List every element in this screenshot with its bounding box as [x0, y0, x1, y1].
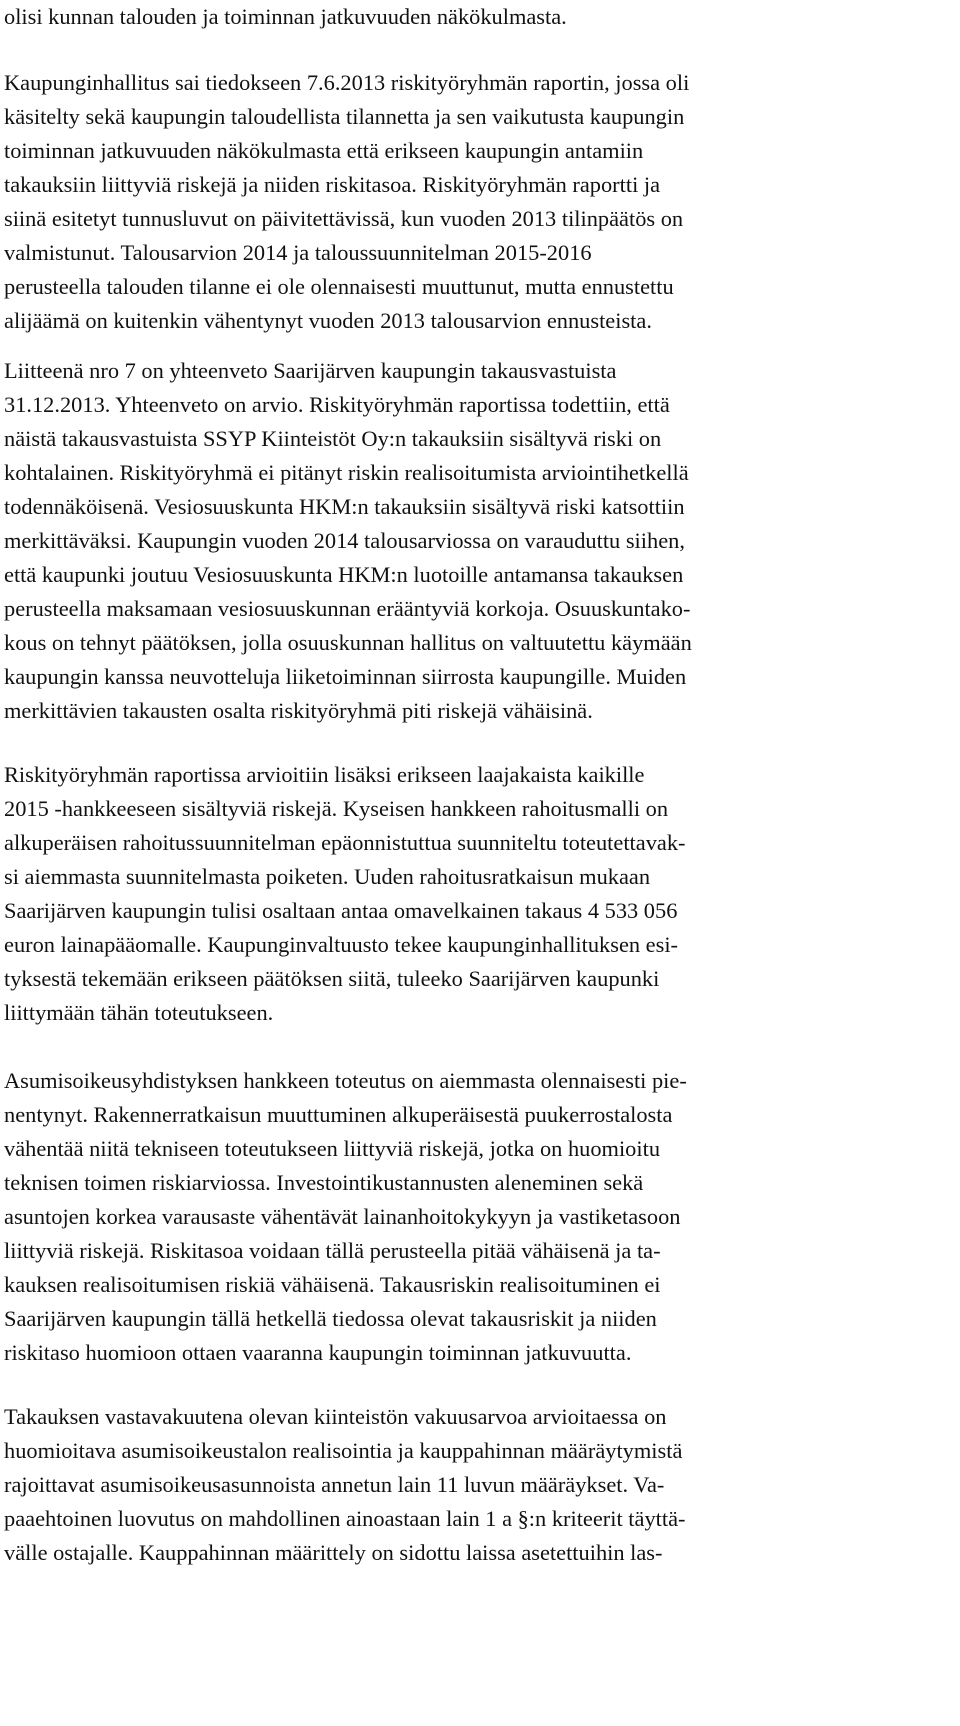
- text-line: euron lainapääomalle. Kaupunginvaltuusto tekee kaupunginhallituksen esi-: [4, 932, 679, 957]
- text-line: teknisen toimen riskiarviossa. Investointikustannusten aleneminen sekä: [4, 1170, 644, 1195]
- text-line: liittyviä riskejä. Riskitasoa voidaan tällä perusteella pitää vähäisenä ja ta-: [4, 1238, 661, 1263]
- text-line: kauksen realisoitumisen riskiä vähäisenä. Takausriskin realisoituminen ei: [4, 1272, 661, 1297]
- text-line: Saarijärven kaupungin tällä hetkellä tiedossa olevat takausriskit ja niiden: [4, 1306, 657, 1331]
- text-line: Saarijärven kaupungin tulisi osaltaan antaa omavelkainen takaus 4 533 056: [4, 898, 678, 923]
- text-line: vähentää niitä tekniseen toteutukseen liittyviä riskejä, jotka on huomioitu: [4, 1136, 661, 1161]
- text-line: todennäköisenä. Vesiosuuskunta HKM:n takauksiin sisältyvä riski katsottiin: [4, 494, 685, 519]
- text-line: Kaupunginhallitus sai tiedokseen 7.6.2013 riskityöryhmän raportin, jossa oli: [4, 70, 690, 95]
- text-line: takauksiin liittyviä riskejä ja niiden riskitasoa. Riskityöryhmän raportti ja: [4, 172, 661, 197]
- text-line: Takauksen vastavakuutena olevan kiinteistön vakuusarvoa arvioitaessa on: [4, 1404, 667, 1429]
- text-line: rajoittavat asumisoikeusasunnoista annetun lain 11 luvun määräykset. Va-: [4, 1472, 665, 1497]
- text-line: nentynyt. Rakennerratkaisun muuttuminen alkuperäisestä puukerrostalosta: [4, 1102, 673, 1127]
- text-line: perusteella maksamaan vesiosuuskunnan erääntyviä korkoja. Osuuskuntako-: [4, 596, 691, 621]
- text-line: huomioitava asumisoikeustalon realisointia ja kauppahinnan määräytymistä: [4, 1438, 683, 1463]
- text-line: perusteella talouden tilanne ei ole olennaisesti muuttunut, mutta ennustettu: [4, 274, 674, 299]
- text-line: 2015 -hankkeeseen sisältyviä riskejä. Kyseisen hankkeen rahoitusmalli on: [4, 796, 669, 821]
- text-line: valmistunut. Talousarvion 2014 ja taloussuunnitelman 2015-2016: [4, 240, 592, 265]
- text-line: si aiemmasta suunnitelmasta poiketen. Uuden rahoitusratkaisun mukaan: [4, 864, 651, 889]
- text-line: siinä esitetyt tunnusluvut on päivitettävissä, kun vuoden 2013 tilinpäätös on: [4, 206, 684, 231]
- text-line: Liitteenä nro 7 on yhteenveto Saarijärven kaupungin takausvastuista: [4, 358, 617, 383]
- text-line: merkittävien takausten osalta riskityöryhmä piti riskejä vähäisinä.: [4, 698, 593, 723]
- text-line: kohtalainen. Riskityöryhmä ei pitänyt riskin realisoitumista arviointihetkellä: [4, 460, 689, 485]
- text-line: alkuperäisen rahoitussuunnitelman epäonnistuttua suunniteltu toteutettavak-: [4, 830, 686, 855]
- text-line: että kaupunki joutuu Vesiosuuskunta HKM:n luotoille antamansa takauksen: [4, 562, 684, 587]
- text-line: tyksestä tekemään erikseen päätöksen siitä, tuleeko Saarijärven kaupunki: [4, 966, 660, 991]
- text-line: toiminnan jatkuvuuden näkökulmasta että erikseen kaupungin antamiin: [4, 138, 644, 163]
- text-line: kaupungin kanssa neuvotteluja liiketoiminnan siirrosta kaupungille. Muiden: [4, 664, 687, 689]
- text-line: Riskityöryhmän raportissa arvioitiin lisäksi erikseen laajakaista kaikille: [4, 762, 645, 787]
- text-line: Asumisoikeusyhdistyksen hankkeen toteutus on aiemmasta olennaisesti pie-: [4, 1068, 687, 1093]
- text-line: alijäämä on kuitenkin vähentynyt vuoden 2013 talousarvion ennusteista.: [4, 308, 652, 333]
- text-line: käsitelty sekä kaupungin taloudellista tilannetta ja sen vaikutusta kaupungin: [4, 104, 685, 129]
- text-line: olisi kunnan talouden ja toiminnan jatkuvuuden näkökulmasta.: [4, 4, 567, 29]
- text-line: kous on tehnyt päätöksen, jolla osuuskunnan hallitus on valtuutettu käymään: [4, 630, 692, 655]
- text-line: välle ostajalle. Kauppahinnan määrittely on sidottu laissa asetettuihin las-: [4, 1540, 663, 1565]
- text-line: 31.12.2013. Yhteenveto on arvio. Riskityöryhmän raportissa todettiin, että: [4, 392, 670, 417]
- text-line: näistä takausvastuista SSYP Kiinteistöt Oy:n takauksiin sisältyvä riski on: [4, 426, 662, 451]
- text-line: asuntojen korkea varausaste vähentävät lainanhoitokykyyn ja vastiketasoon: [4, 1204, 681, 1229]
- text-line: liittymään tähän toteutukseen.: [4, 1000, 274, 1025]
- text-line: riskitaso huomioon ottaen vaaranna kaupungin toiminnan jatkuvuutta.: [4, 1340, 632, 1365]
- text-line: paaehtoinen luovutus on mahdollinen ainoastaan lain 1 a §:n kriteerit täyttä-: [4, 1506, 686, 1531]
- text-line: merkittäväksi. Kaupungin vuoden 2014 talousarviossa on varauduttu siihen,: [4, 528, 685, 553]
